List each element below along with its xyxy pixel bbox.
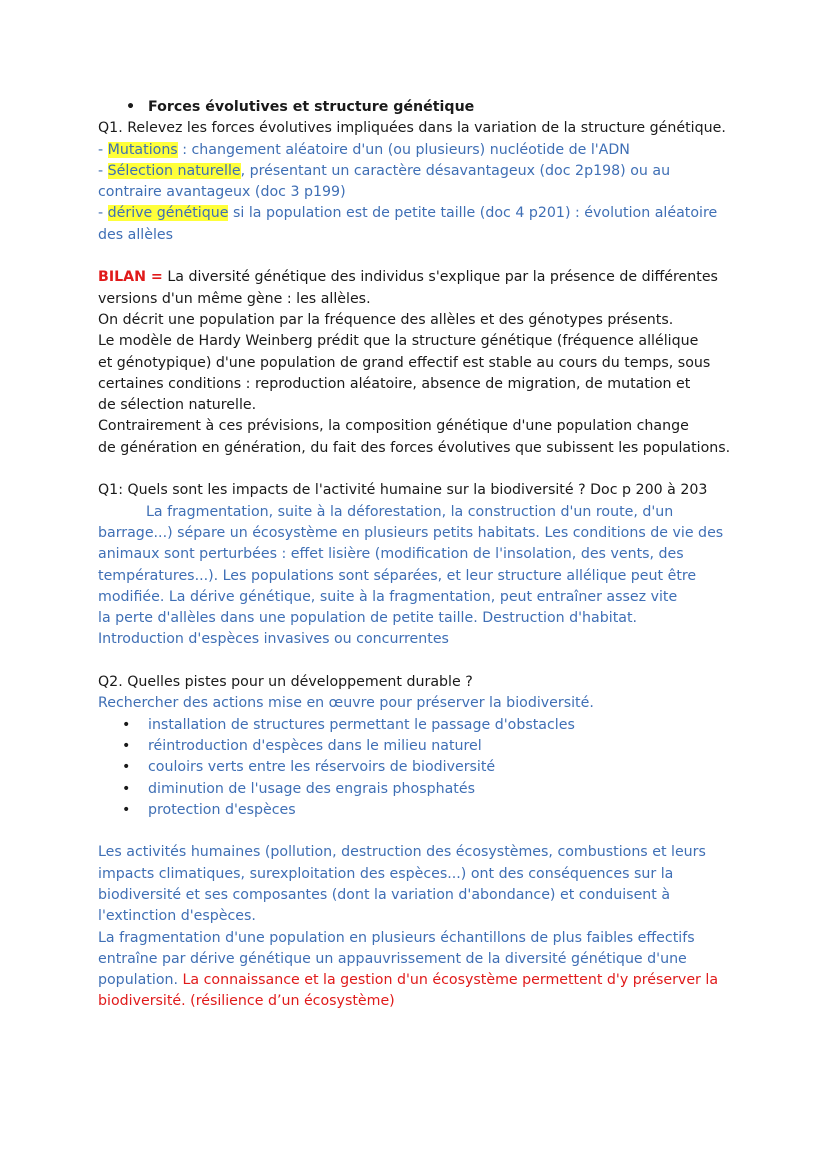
bilan-line: Contrairement à ces prévisions, la composition génétique d'une population change	[98, 418, 689, 435]
bullet-icon: •	[122, 737, 131, 754]
bilan-line: certaines conditions : reproduction aléatoire, absence de migration, de mutation et	[98, 375, 691, 392]
bilan-line: de génération en génération, du fait des forces évolutives que subissent les populations.	[98, 439, 731, 456]
answer-derive-cont: des allèles	[98, 226, 174, 243]
document-page	[98, 97, 731, 1013]
bilan-line-1: BILAN = La diversité génétique des individus s'explique par la présence de différentes	[98, 269, 718, 286]
conclusion-line: population. La connaissance et la gestion d'un écosystème permettent d'y préserver la	[98, 972, 719, 989]
list-item: • installation de structures permettant le passage d'obstacles	[98, 715, 728, 736]
section-heading: • Forces évolutives et structure génétique	[98, 97, 728, 118]
key-statement: La connaissance et la gestion d'un écosystème permettent d'y préserver la	[182, 972, 719, 989]
bilan-line: Le modèle de Hardy Weinberg prédit que la structure génétique (fréquence allélique	[98, 333, 699, 350]
highlight-selection: Sélection naturelle	[107, 162, 241, 179]
actions-list	[98, 715, 728, 821]
answer-line: animaux sont perturbées : effet lisière (modification de l'insolation, des vents, des	[98, 546, 684, 563]
answer-line: barrage...) sépare un écosystème en plusieurs petits habitats. Les conditions de vie des	[98, 524, 724, 541]
bilan-line: et génotypique) d'une population de grand effectif est stable au cours du temps, sous	[98, 354, 711, 371]
conclusion-line: l'extinction d'espèces.	[98, 908, 256, 925]
conclusion-line: Les activités humaines (pollution, destruction des écosystèmes, combustions et leurs	[98, 844, 706, 861]
bilan-label: BILAN =	[98, 269, 163, 286]
answer-mutations: - Mutations : changement aléatoire d'un (ou plusieurs) nucléotide de l'ADN	[98, 141, 630, 158]
answer-selection-cont: contraire avantageux (doc 3 p199)	[98, 184, 346, 201]
bullet-icon: •	[122, 780, 131, 797]
bullet-icon: •	[126, 99, 136, 115]
answer-selection: - Sélection naturelle, présentant un caractère désavantageux (doc 2p198) ou au	[98, 162, 671, 179]
conclusion-line: entraîne par dérive génétique un appauvrissement de la diversité génétique d'une	[98, 950, 687, 967]
highlight-mutations: Mutations	[107, 141, 178, 158]
answer-line: la perte d'allèles dans une population de petite taille. Destruction d'habitat.	[98, 610, 638, 627]
conclusion-line: impacts climatiques, surexploitation des espèces...) ont des conséquences sur la	[98, 865, 674, 882]
bullet-icon: •	[122, 716, 131, 733]
list-item: • réintroduction d'espèces dans le milieu naturel	[98, 736, 728, 757]
list-item: • diminution de l'usage des engrais phosphatés	[98, 779, 728, 800]
question-pistes: Q2. Quelles pistes pour un développement durable ?	[98, 674, 473, 691]
bullet-icon: •	[122, 801, 131, 818]
answer-line: Introduction d'espèces invasives ou concurrentes	[98, 631, 449, 648]
conclusion-line: biodiversité et ses composantes (dont la variation d'abondance) et conduisent à	[98, 886, 671, 903]
pistes-intro: Rechercher des actions mise en œuvre pour préserver la biodiversité.	[98, 695, 594, 712]
answer-line: La fragmentation, suite à la déforestation, la construction d'un route, d'un	[146, 503, 674, 520]
answer-line: modifiée. La dérive génétique, suite à la fragmentation, peut entraîner assez vite	[98, 588, 678, 605]
question-q1: Q1. Relevez les forces évolutives impliquées dans la variation de la structure génétique.	[98, 120, 726, 137]
bilan-line: On décrit une population par la fréquence des allèles et des génotypes présents.	[98, 311, 674, 328]
bilan-line: versions d'un même gène : les allèles.	[98, 290, 371, 307]
answer-line: températures...). Les populations sont séparées, et leur structure allélique peut être	[98, 567, 697, 584]
list-item: • couloirs verts entre les réservoirs de biodiversité	[98, 757, 728, 778]
conclusion-line: La fragmentation d'une population en plusieurs échantillons de plus faibles effectifs	[98, 929, 695, 946]
answer-derive: - dérive génétique si la population est de petite taille (doc 4 p201) : évolution aléatoire	[98, 205, 718, 222]
bilan-line: de sélection naturelle.	[98, 397, 257, 414]
key-statement-cont: biodiversité. (résilience d’un écosystème)	[98, 993, 395, 1010]
question-impacts: Q1: Quels sont les impacts de l'activité humaine sur la biodiversité ? Doc p 200 à 203	[98, 482, 708, 499]
list-item: • protection d'espèces	[98, 800, 728, 821]
bullet-icon: •	[122, 759, 131, 776]
highlight-derive: dérive génétique	[107, 205, 229, 222]
